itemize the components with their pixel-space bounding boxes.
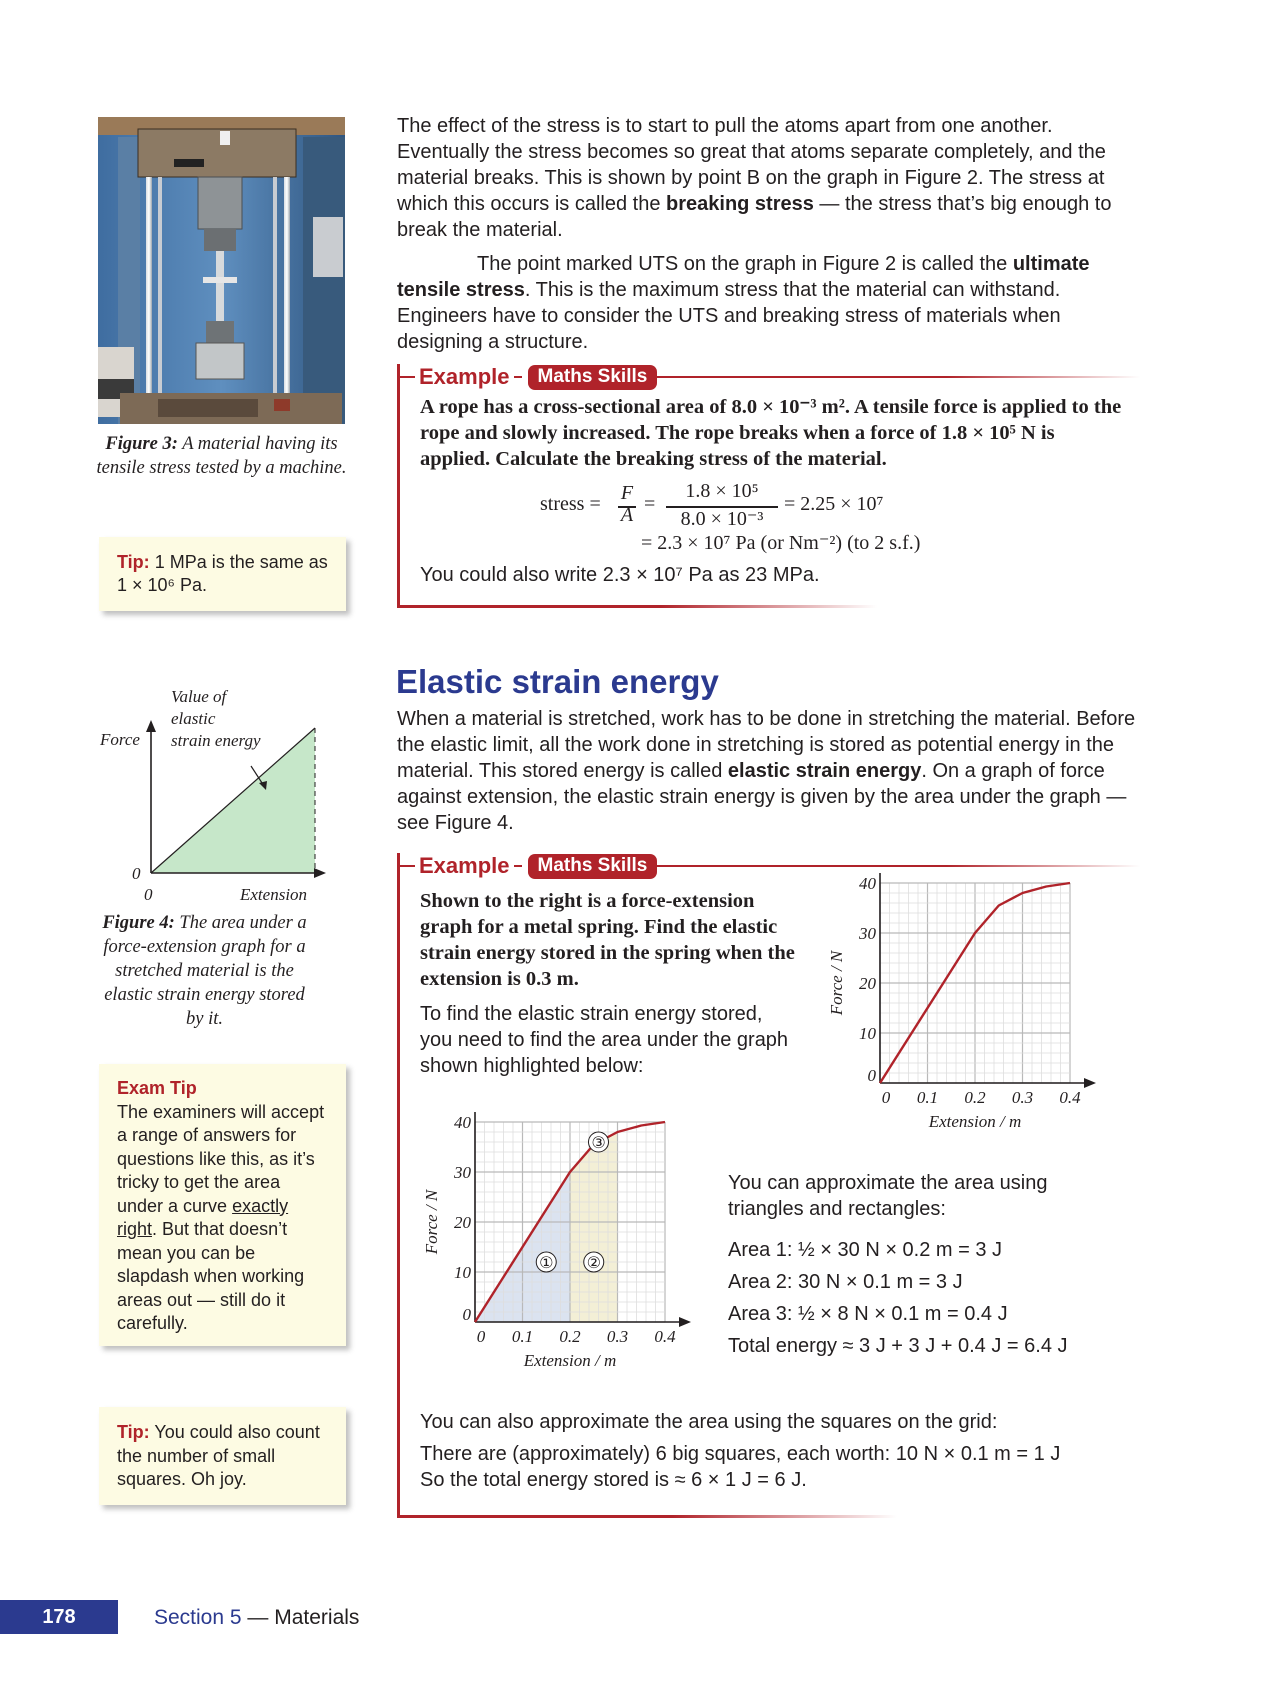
fig4-annotation-2: elastic: [171, 709, 216, 728]
figure4-label: Figure 4:: [102, 913, 175, 933]
x-axis-arrow: [1084, 1078, 1096, 1088]
x-tick-label: 0.3: [606, 1327, 629, 1346]
eq-result-1: = 2.25 × 10⁷: [784, 493, 884, 515]
eq-frac-F: F: [620, 482, 634, 504]
force-extension-shaded-chart: [415, 1112, 715, 1382]
x-axis-arrow: [314, 868, 326, 878]
example2-bottom-rule: [397, 1515, 897, 1518]
tip2-label: Tip:: [117, 1422, 150, 1442]
x-tick-label: 0.1: [916, 1088, 939, 1107]
paragraph-uts: [397, 251, 1127, 355]
squares-line-1: You can also approximate the area using the squares on the grid:: [420, 1411, 998, 1433]
area-3-calc: Area 3: ½ × 8 N × 0.1 m = 0.4 J: [728, 1303, 1008, 1325]
tip-label: Tip:: [117, 552, 150, 572]
maths-skills-badge-2: Maths Skills: [528, 854, 658, 879]
para3-text: When a material is stretched, work has to be done in stretching the material. Before the elastic limit, all the work done in stretching is stored as potential energy in the material. This stored energy is called: [397, 708, 1136, 782]
y-tick-label: 20: [454, 1213, 471, 1232]
squares-line-2: There are (approximately) 6 big squares, each worth: 10 N × 0.1 m = 1 J: [420, 1443, 1061, 1465]
x-tick-label: 0.1: [511, 1327, 534, 1346]
page-number: 178: [42, 1606, 76, 1628]
para1-bold: breaking stress: [666, 193, 814, 215]
y-tick-label: 30: [859, 924, 876, 943]
x-axis-arrow: [679, 1317, 691, 1327]
figure3-photo: [98, 117, 345, 424]
footer-chapter: Materials: [274, 1606, 360, 1629]
eq-denominator: 8.0 × 10⁻³: [680, 508, 764, 530]
y-tick-label: 40: [859, 874, 876, 893]
y-tick-label: 0: [867, 1066, 876, 1085]
exam-tip-label: Exam Tip: [117, 1078, 197, 1098]
x-tick-label: 0.4: [654, 1327, 676, 1346]
example-header: [400, 364, 1140, 390]
x-tick-label: 0.2: [559, 1327, 581, 1346]
para3-bold: elastic strain energy: [727, 760, 922, 782]
example-title: Example: [419, 364, 510, 389]
approx-intro: You can approximate the area using triangles and rectangles:: [728, 1172, 1048, 1220]
tip-box-mpa: [99, 537, 346, 611]
fig4-annotation-1: Value of: [171, 688, 227, 706]
total-energy: Total energy ≈ 3 J + 3 J + 0.4 J = 6.4 J: [728, 1335, 1068, 1357]
fig4-origin-x: 0: [144, 885, 153, 904]
page-number-box: [0, 1600, 118, 1634]
region-marker-3: ③: [591, 1133, 606, 1152]
area-1-calc: Area 1: ½ × 30 N × 0.2 m = 3 J: [728, 1239, 1003, 1261]
example2-header-rule: [657, 865, 1140, 867]
para2-text: The point marked UTS on the graph in Figure 2 is called the: [477, 253, 1013, 275]
squares-line-3: So the total energy stored is ≈ 6 × 1 J = 6 J.: [420, 1469, 807, 1491]
region-marker-1: ①: [539, 1253, 554, 1272]
example-bottom-rule: [397, 605, 877, 608]
figure3-text: A material having its tensile stress tested by a machine.: [96, 434, 347, 478]
paragraph-elastic-strain: [397, 706, 1137, 836]
eq-equals: =: [644, 493, 656, 515]
x-tick-label: 0.2: [964, 1088, 986, 1107]
figure4-diagram: [96, 688, 336, 910]
y-tick-label: 30: [454, 1163, 471, 1182]
paragraph-breaking-stress: [397, 113, 1127, 243]
y-axis-arrow: [146, 720, 156, 732]
section-heading: Elastic strain energy: [396, 663, 719, 700]
eq-result-2: = 2.3 × 10⁷ Pa (or Nm⁻²) (to 2 s.f.): [641, 532, 921, 554]
footer-section: [154, 1606, 359, 1630]
fig4-annotation-3: strain energy: [171, 731, 261, 750]
y-tick-label: 10: [454, 1263, 471, 1282]
exam-tip-text-pre: The examiners will accept a range of answers for questions like this, as it’s tricky to get the area under a curve: [117, 1101, 325, 1216]
tip2-text: You could also count the number of small squares. Oh joy.: [117, 1422, 320, 1489]
example2-question: Shown to the right is a force-extension graph for a metal spring. Find the elastic strain energy stored in the spring when the extension is 0.3 m.: [420, 890, 795, 990]
x-tick-label: 0.4: [1059, 1088, 1081, 1107]
para2-bold: ultimate tensile stress: [397, 253, 1090, 301]
force-extension-chart: [820, 873, 1120, 1143]
eq-frac-A: A: [620, 504, 634, 526]
stress-equation: [540, 482, 1100, 532]
example-header-rule: [657, 376, 1140, 378]
figure3-caption: [96, 432, 347, 480]
exam-tip-underlined: exactly right: [117, 1195, 289, 1239]
shaded-region-2: [570, 1132, 618, 1322]
figure3-label: Figure 3:: [105, 434, 178, 454]
eq-lhs: stress =: [540, 493, 601, 515]
fig4-xlabel: Extension: [240, 885, 308, 904]
example-box-breaking-stress: [397, 364, 1140, 608]
y-axis-label: Force / N: [827, 950, 846, 1016]
y-tick-label: 40: [454, 1113, 471, 1132]
para2-text-end: . This is the maximum stress that the material can withstand. Engineers have to consider the UTS and breaking stress of materials when designing a structure.: [397, 279, 1061, 353]
maths-skills-badge: Maths Skills: [528, 365, 658, 390]
example1-note: You could also write 2.3 × 10⁷ Pa as 23 MPa.: [420, 564, 820, 586]
eq-numerator: 1.8 × 10⁵: [685, 480, 759, 502]
x-axis-label: Extension / m: [928, 1112, 1022, 1131]
tip-box-squares: [99, 1407, 346, 1505]
para1-text: The effect of the stress is to start to pull the atoms apart from one another. Eventually the stress becomes so great that atoms separate completely, and the material breaks. This is shown by point B on the graph in Figure 2. The stress at which this occurs is called the: [397, 115, 1106, 215]
x-tick-label: 0.3: [1011, 1088, 1034, 1107]
footer-section-name: Section 5: [154, 1606, 242, 1629]
figure4-text: The area under a force-extension graph for a stretched material is the elastic strain energy stored by it.: [103, 913, 307, 1029]
fig4-ylabel: Force: [100, 730, 140, 749]
x-axis-label: Extension / m: [523, 1351, 617, 1370]
y-tick-label: 0: [462, 1305, 471, 1324]
example2-title: Example: [419, 853, 510, 878]
x-tick-label: 0: [476, 1327, 486, 1346]
example1-question: A rope has a cross-sectional area of 8.0 × 10⁻³ m². A tensile force is applied to the rope and slowly increased. The rope breaks when a force of 1.8 × 10⁵ N is applied. Calculate the breaking stress of the material.: [420, 396, 1122, 470]
tensile-testing-machine-image: [98, 117, 345, 424]
y-tick-label: 20: [859, 974, 876, 993]
exam-tip-box: [99, 1064, 346, 1346]
footer-dash: —: [241, 1606, 275, 1629]
fig4-origin-y: 0: [132, 864, 141, 883]
para1-text-end: — the stress that’s big enough to break the material.: [397, 193, 1112, 241]
y-tick-label: 10: [859, 1024, 876, 1043]
exam-tip-text-post: . But that doesn’t mean you can be slapdash when working areas out — still do it carefully.: [117, 1219, 305, 1333]
tip-text: 1 MPa is the same as 1 × 10⁶ Pa.: [117, 552, 328, 595]
x-tick-label: 0: [881, 1088, 891, 1107]
y-axis-label: Force / N: [422, 1189, 441, 1255]
example2-instruction: To find the elastic strain energy stored, you need to find the area under the graph shown highlighted below:: [420, 1003, 789, 1077]
area-2-calc: Area 2: 30 N × 0.1 m = 3 J: [728, 1271, 963, 1293]
para3-text-end: . On a graph of force against extension, the elastic strain energy is given by the area under the graph — see Figure 4.: [397, 760, 1127, 834]
figure4-caption: [96, 911, 313, 1031]
region-marker-2: ②: [586, 1253, 601, 1272]
